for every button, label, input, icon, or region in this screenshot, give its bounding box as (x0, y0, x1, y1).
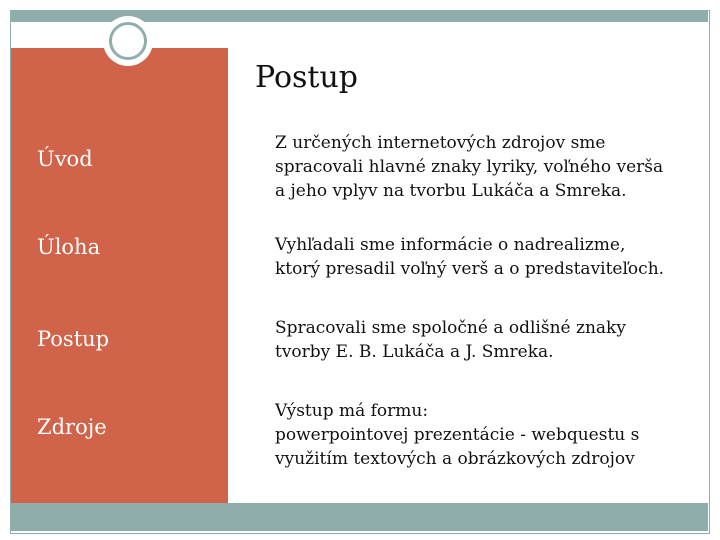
bottom-decorative-bar (11, 503, 708, 531)
paragraph-line: využitím textových a obrázkových zdrojov (275, 449, 635, 469)
paragraph-output (275, 399, 695, 471)
slide-title: Postup (255, 60, 359, 95)
nav-item-uloha[interactable]: Úloha (37, 235, 101, 259)
paragraph-line: Z určených internetových zdrojov sme (275, 133, 606, 153)
paragraph-line: ktorý presadil voľný verš a o predstaviteľoch. (275, 259, 665, 279)
paragraph-intro (275, 131, 695, 203)
paragraph-task (275, 233, 695, 281)
nav-item-zdroje[interactable]: Zdroje (37, 415, 107, 439)
paragraph-line: a jeho vplyv na tvorbu Lukáča a Smreka. (275, 181, 627, 201)
ring-icon (109, 22, 147, 60)
paragraph-line: Výstup má formu: (275, 401, 429, 421)
paragraph-line: Spracovali sme spoločné a odlišné znaky (275, 318, 626, 338)
paragraph-line: powerpointovej prezentácie - webquestu s (275, 425, 640, 445)
paragraph-line: Vyhľadali sme informácie o nadrealizme, (275, 235, 626, 255)
nav-item-uvod[interactable]: Úvod (37, 147, 93, 171)
paragraph-line: tvorby E. B. Lukáča a J. Smreka. (275, 342, 554, 362)
paragraph-procedure (275, 316, 695, 364)
paragraph-line: spracovali hlavné znaky lyriky, voľného verša (275, 157, 664, 177)
nav-item-postup[interactable]: Postup (37, 327, 110, 351)
